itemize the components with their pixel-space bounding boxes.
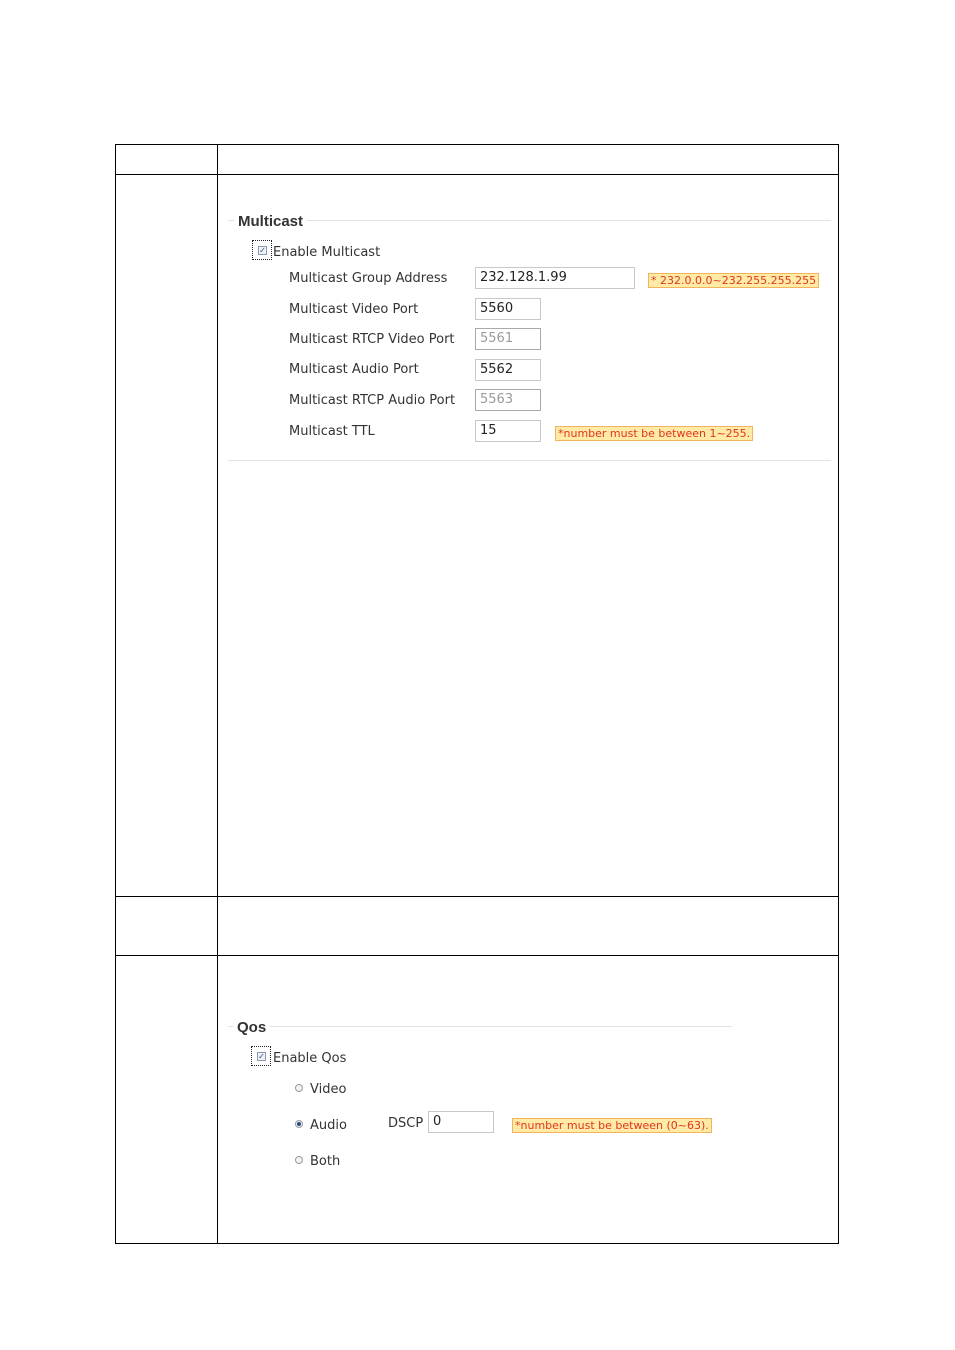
multicast-ttl-range-hint: *number must be between 1~255. — [555, 426, 753, 441]
qos-video-label: Video — [310, 1082, 347, 1097]
multicast-video-port-input[interactable]: 5560 — [475, 298, 541, 320]
multicast-fieldset-border-top — [228, 220, 831, 221]
multicast-video-port-label: Multicast Video Port — [289, 302, 419, 317]
multicast-group-address-input[interactable]: 232.128.1.99 — [475, 267, 635, 289]
qos-audio-radio[interactable] — [295, 1120, 303, 1128]
enable-multicast-checkbox[interactable] — [252, 240, 272, 260]
enable-qos-label: Enable Qos — [273, 1051, 347, 1066]
enable-multicast-label: Enable Multicast — [273, 245, 381, 260]
dscp-input[interactable]: 0 — [428, 1111, 494, 1133]
multicast-ttl-input[interactable]: 15 — [475, 420, 541, 442]
table-row-divider — [116, 955, 838, 956]
table-row-divider — [116, 174, 838, 175]
table-row-divider — [116, 896, 838, 897]
qos-fieldset-border-top — [228, 1026, 732, 1027]
qos-legend: Qos — [233, 1019, 270, 1037]
multicast-rtcp-video-port-input: 5561 — [475, 328, 541, 350]
multicast-fieldset-border-bottom — [228, 460, 831, 461]
multicast-legend: Multicast — [234, 213, 307, 231]
qos-both-radio[interactable] — [295, 1156, 303, 1164]
table-column-divider — [217, 145, 218, 1243]
multicast-rtcp-video-port-label: Multicast RTCP Video Port — [289, 332, 455, 347]
multicast-address-range-hint: * 232.0.0.0~232.255.255.255 — [648, 273, 819, 288]
checkmark-icon: ✓ — [259, 246, 266, 255]
multicast-audio-port-input[interactable]: 5562 — [475, 359, 541, 381]
multicast-group-address-label: Multicast Group Address — [289, 271, 448, 286]
multicast-ttl-label: Multicast TTL — [289, 424, 375, 439]
dscp-label: DSCP — [388, 1116, 424, 1131]
multicast-rtcp-audio-port-input: 5563 — [475, 389, 541, 411]
enable-qos-checkbox[interactable] — [251, 1046, 271, 1066]
dscp-range-hint: *number must be between (0~63). — [512, 1118, 712, 1133]
checkmark-icon: ✓ — [258, 1052, 265, 1061]
qos-video-radio[interactable] — [295, 1084, 303, 1092]
qos-both-label: Both — [310, 1154, 341, 1169]
multicast-audio-port-label: Multicast Audio Port — [289, 362, 419, 377]
multicast-rtcp-audio-port-label: Multicast RTCP Audio Port — [289, 393, 456, 408]
qos-audio-label: Audio — [310, 1118, 347, 1133]
